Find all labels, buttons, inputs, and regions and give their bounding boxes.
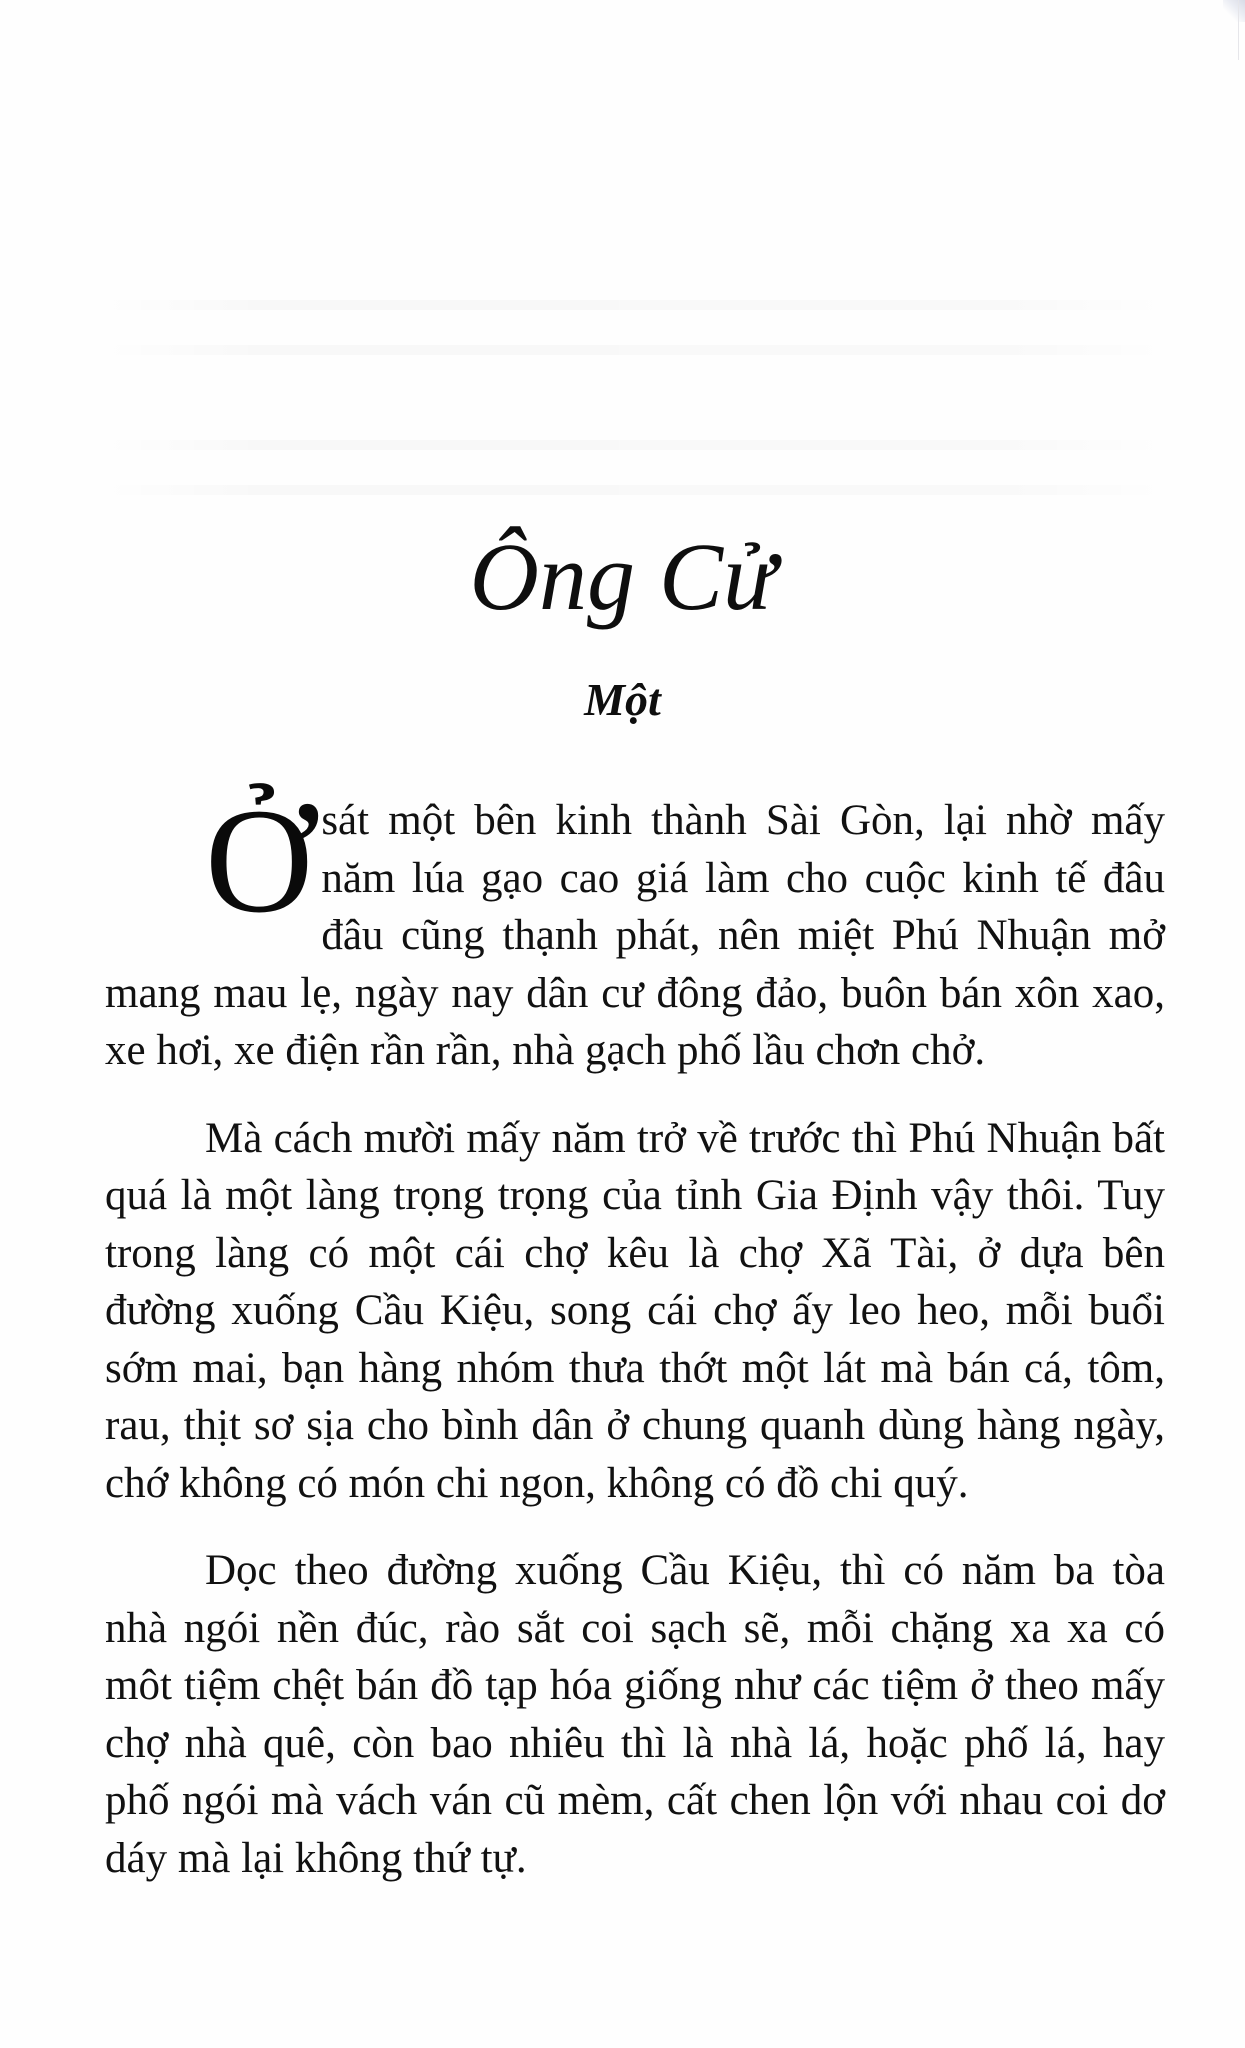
paragraph-1-text: sát một bên kinh thành Sài Gòn, lại nhờ mấy năm lúa gạo cao giá làm cho cuộc kinh tế đâu đâu cũng thạnh phát, nên miệt Phú Nhuận mở mang mau lẹ, ngày nay dân cư đông đảo, buôn bán xôn xao, xe hơi, xe điện rần rần, nhà gạch phố lầu chơn chở. (105, 797, 1165, 1074)
chapter-title: Ông Cử (469, 523, 776, 630)
reverse-side-showthrough (100, 440, 1170, 450)
page-edge (1238, 0, 1239, 60)
section-title: Một (584, 674, 661, 725)
page-corner-fold (1223, 0, 1245, 22)
reverse-side-showthrough (100, 345, 1170, 355)
paragraph-2: Mà cách mười mấy năm trở về trước thì Phú Nhuận bất quá là một làng trọng trọng của tỉnh Gia Định vậy thôi. Tuy trong làng có một cái chợ kêu là chợ Xã Tài, ở dựa bên đường xuống Cầu Kiệu, song cái chợ ấy leo heo, mỗi buổi sớm mai, bạn hàng nhóm thưa thớt một lát mà bán cá, tôm, rau, thịt sơ sịa cho bình dân ở chung quanh dùng hàng ngày, chớ không có món chi ngon, không có đồ chi quý. (105, 1114, 1165, 1507)
paragraph-3: Dọc theo đường xuống Cầu Kiệu, thì có năm ba tòa nhà ngói nền đúc, rào sắt coi sạch sẽ, mỗi chặng xa xa có môt tiệm chệt bán đồ tạp hóa giống như các tiệm ở theo mấy chợ nhà quê, còn bao nhiêu thì là nhà lá, hoặc phố lá, hay phố ngói mà vách ván cũ mèm, cất chen lộn với nhau coi dơ dáy mà lại không thứ tự. (105, 1547, 1165, 1882)
reverse-side-showthrough (100, 300, 1170, 310)
reverse-side-showthrough (100, 485, 1170, 495)
drop-cap: Ở (205, 778, 314, 944)
body-text (105, 778, 1165, 1917)
paragraph-1 (105, 778, 1165, 1080)
